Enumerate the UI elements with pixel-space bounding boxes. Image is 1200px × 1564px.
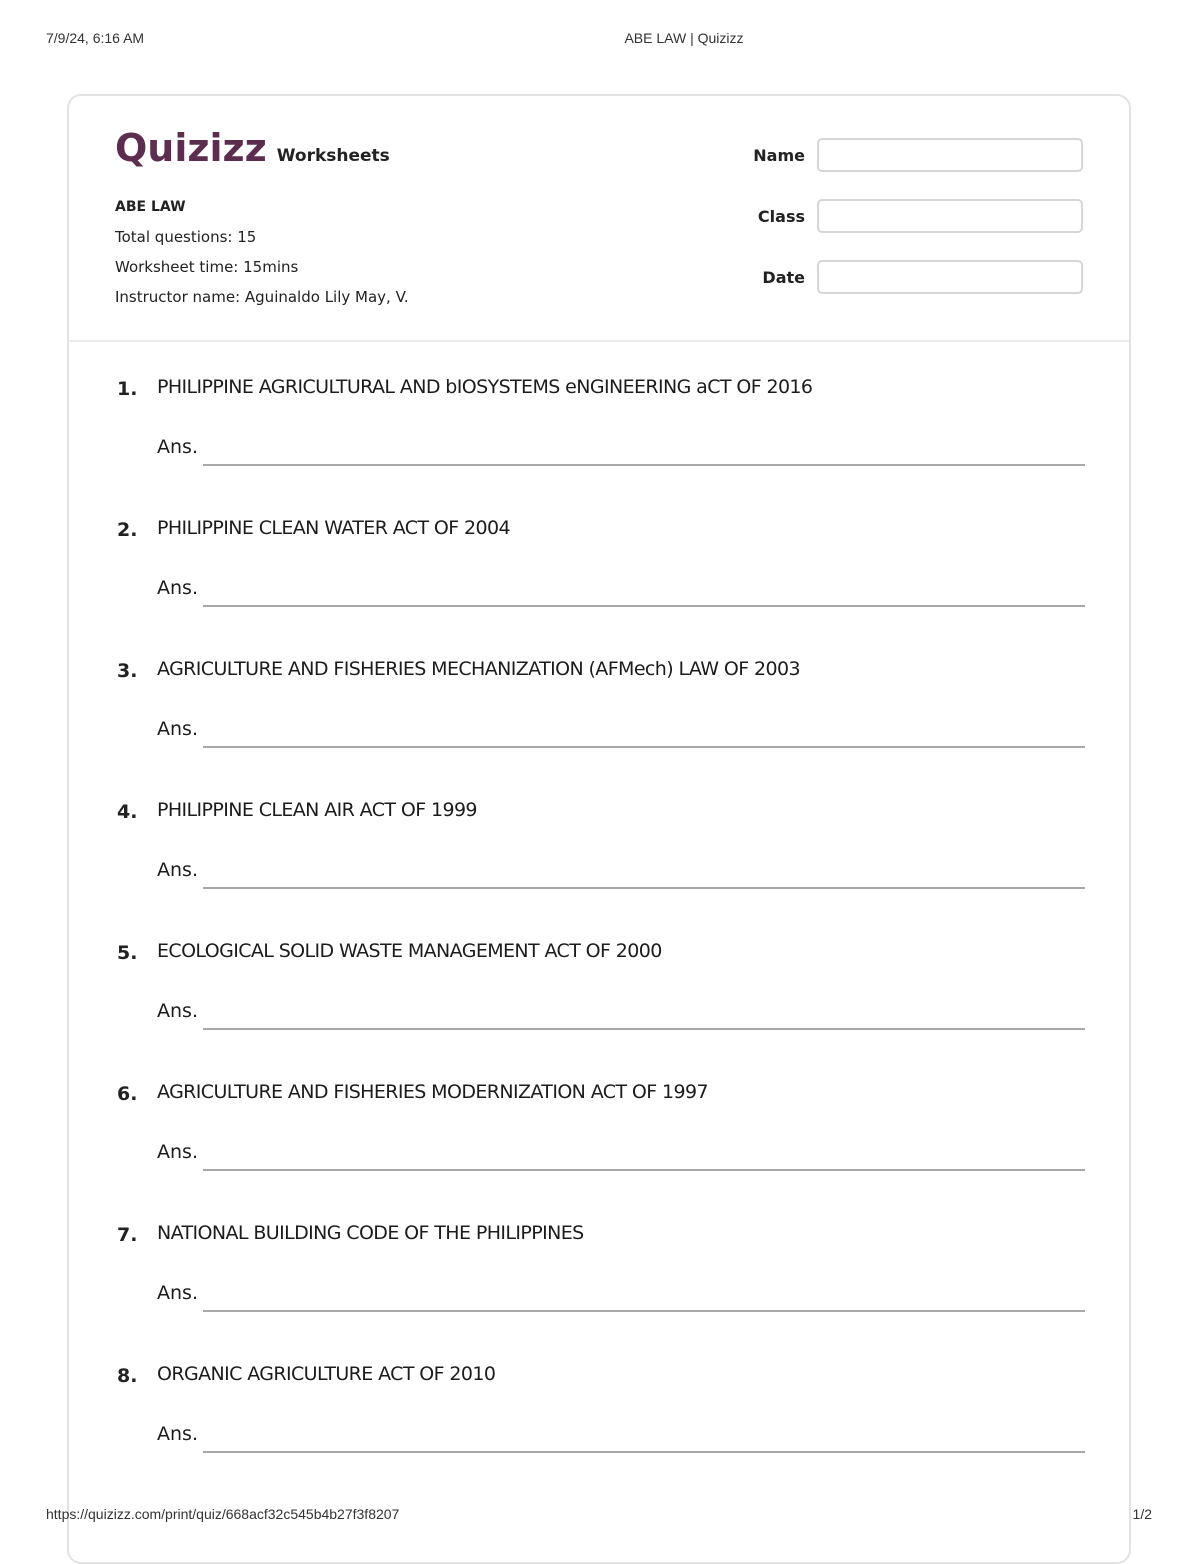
name-field[interactable] bbox=[817, 138, 1083, 172]
total-questions: Total questions: 15 bbox=[115, 228, 257, 246]
question-text: ECOLOGICAL SOLID WASTE MANAGEMENT ACT OF 2000 bbox=[157, 940, 662, 962]
print-datetime: 7/9/24, 6:16 AM bbox=[46, 30, 145, 46]
question-number: 6. bbox=[117, 1083, 138, 1105]
answer-label: Ans. bbox=[157, 859, 198, 881]
question-number: 7. bbox=[117, 1224, 138, 1246]
question-text: PHILIPPINE CLEAN WATER ACT OF 2004 bbox=[157, 517, 510, 539]
question-item bbox=[69, 1045, 1129, 1186]
name-row bbox=[729, 138, 1089, 174]
date-field[interactable] bbox=[817, 260, 1083, 294]
quizizz-logo bbox=[115, 126, 390, 170]
print-url: https://quizizz.com/print/quiz/668acf32c545b4b27f3f8207 bbox=[46, 1506, 400, 1522]
question-number: 2. bbox=[117, 519, 138, 541]
question-number: 4. bbox=[117, 801, 138, 823]
answer-line[interactable] bbox=[203, 746, 1085, 748]
answer-label: Ans. bbox=[157, 577, 198, 599]
answer-label: Ans. bbox=[157, 1141, 198, 1163]
question-item bbox=[69, 763, 1129, 904]
worksheet bbox=[67, 94, 1131, 1564]
question-item bbox=[69, 904, 1129, 1045]
question-item bbox=[69, 1186, 1129, 1327]
instructor-name: Instructor name: Aguinaldo Lily May, V. bbox=[115, 288, 409, 306]
question-text: AGRICULTURE AND FISHERIES MODERNIZATION ACT OF 1997 bbox=[157, 1081, 708, 1103]
class-label: Class bbox=[757, 207, 805, 226]
answer-line[interactable] bbox=[203, 464, 1085, 466]
quiz-name: ABE LAW bbox=[115, 199, 186, 215]
date-label: Date bbox=[762, 268, 805, 287]
question-item bbox=[69, 1327, 1129, 1468]
answer-line[interactable] bbox=[203, 887, 1085, 889]
worksheet-header bbox=[69, 96, 1129, 342]
question-text: NATIONAL BUILDING CODE OF THE PHILIPPINES bbox=[157, 1222, 584, 1244]
question-number: 1. bbox=[117, 378, 138, 400]
class-field[interactable] bbox=[817, 199, 1083, 233]
class-row bbox=[729, 199, 1089, 235]
print-title: ABE LAW | Quizizz bbox=[624, 30, 744, 46]
question-number: 5. bbox=[117, 942, 138, 964]
answer-line[interactable] bbox=[203, 1451, 1085, 1453]
question-number: 3. bbox=[117, 660, 138, 682]
question-text: PHILIPPINE AGRICULTURAL AND bIOSYSTEMS eNGINEERING aCT OF 2016 bbox=[157, 376, 813, 398]
logo-section: Worksheets bbox=[276, 146, 390, 166]
question-item bbox=[69, 481, 1129, 622]
question-text: ORGANIC AGRICULTURE ACT OF 2010 bbox=[157, 1363, 496, 1385]
answer-line[interactable] bbox=[203, 1310, 1085, 1312]
question-text: AGRICULTURE AND FISHERIES MECHANIZATION (AFMech) LAW OF 2003 bbox=[157, 658, 800, 680]
answer-label: Ans. bbox=[157, 1000, 198, 1022]
answer-line[interactable] bbox=[203, 1028, 1085, 1030]
answer-label: Ans. bbox=[157, 1282, 198, 1304]
page-number: 1/2 bbox=[1132, 1506, 1152, 1522]
answer-label: Ans. bbox=[157, 718, 198, 740]
print-header bbox=[0, 30, 1200, 50]
answer-line[interactable] bbox=[203, 1169, 1085, 1171]
worksheet-meta bbox=[115, 192, 409, 312]
answer-line[interactable] bbox=[203, 605, 1085, 607]
date-row bbox=[729, 260, 1089, 296]
question-text: PHILIPPINE CLEAN AIR ACT OF 1999 bbox=[157, 799, 477, 821]
name-label: Name bbox=[753, 146, 805, 165]
answer-label: Ans. bbox=[157, 436, 198, 458]
answer-label: Ans. bbox=[157, 1423, 198, 1445]
question-number: 8. bbox=[117, 1365, 138, 1387]
question-item bbox=[69, 622, 1129, 763]
print-footer bbox=[0, 1506, 1200, 1526]
question-item bbox=[69, 340, 1129, 481]
logo-wordmark: Quizizz bbox=[115, 126, 267, 170]
worksheet-time: Worksheet time: 15mins bbox=[115, 258, 299, 276]
